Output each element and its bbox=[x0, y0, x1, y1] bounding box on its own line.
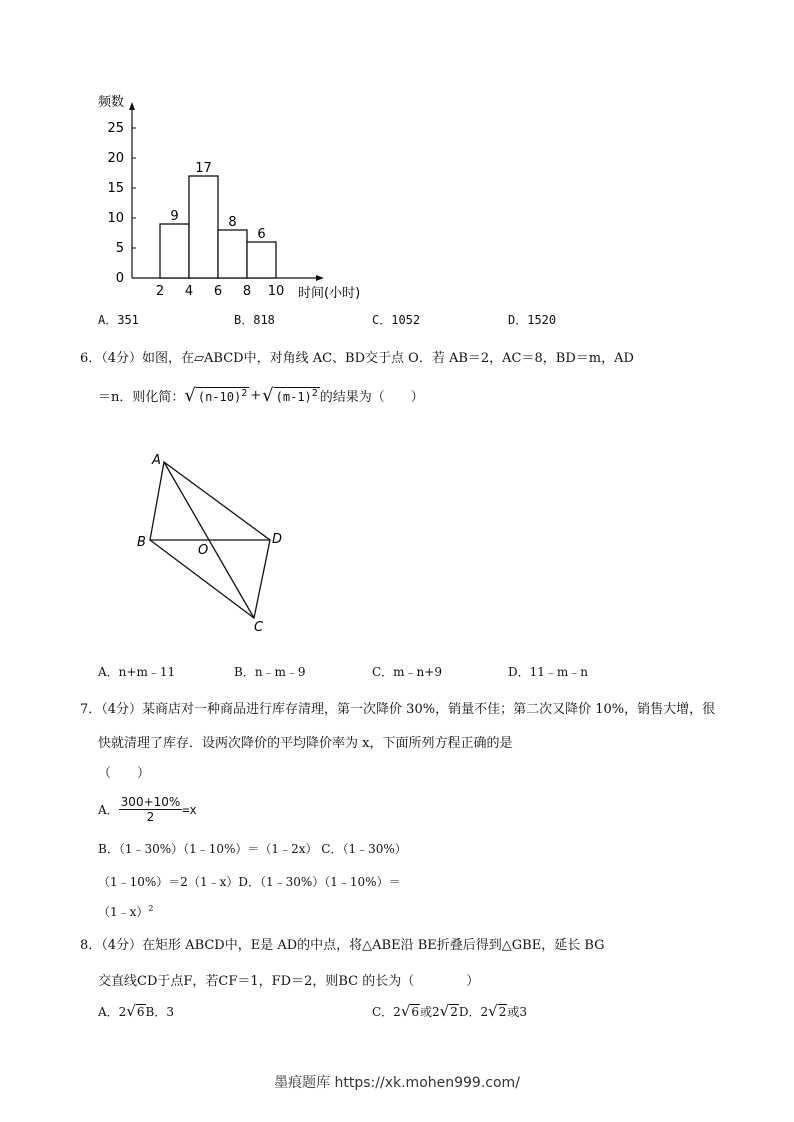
q6-radical-2-body: (m-1) bbox=[275, 390, 312, 404]
q8-option-d-tail: 或3 bbox=[507, 1004, 527, 1019]
q8-option-a-prefix: A．2 bbox=[98, 1004, 127, 1019]
q8-option-d-radicand: 2 bbox=[498, 1004, 507, 1019]
q7-option-d-body: （1﹣x） bbox=[98, 905, 149, 919]
q7-option-b-line[interactable]: B．（1﹣30%）（1﹣10%）＝（1﹣2x） C．（1﹣30%） bbox=[98, 842, 407, 856]
q6-stem-suffix: 的结果为（ ） bbox=[319, 390, 424, 405]
q7-stem-line3: （ ） bbox=[98, 766, 151, 781]
bar-value-label: 6 bbox=[257, 227, 266, 242]
q5-option-b[interactable]: B．818 bbox=[234, 313, 275, 327]
y-tick-label: 20 bbox=[107, 151, 124, 166]
q7-option-d-line[interactable] bbox=[98, 903, 154, 920]
y-tick-label: 15 bbox=[107, 181, 124, 196]
x-axis-label: 时间(小时) bbox=[298, 286, 361, 301]
q8-option-cd[interactable]: C．2 √ 6 或2 √ 2 D．2 √ 2 或3 bbox=[372, 1002, 527, 1020]
label-b: B bbox=[137, 535, 146, 550]
histogram-bar bbox=[160, 224, 189, 278]
histogram-bar bbox=[189, 176, 218, 278]
q6-stem-prefix: ＝n．则化简： bbox=[98, 390, 185, 405]
parallelogram-figure bbox=[130, 448, 290, 638]
bar-value-label: 8 bbox=[228, 215, 237, 230]
bar-value-label: 17 bbox=[195, 161, 212, 176]
q8-option-b: B．3 bbox=[145, 1004, 174, 1019]
label-d: D bbox=[272, 532, 283, 547]
q8-option-d-prefix: D．2 bbox=[458, 1004, 489, 1019]
q6-stem-line2 bbox=[98, 385, 424, 406]
q6-radical-2: √ $(m-1)^2$ bbox=[262, 385, 318, 406]
q7-option-a-denominator: 2 bbox=[146, 810, 155, 824]
x-tick-label: 8 bbox=[242, 284, 252, 299]
q6-radical-1-body: (n-10) bbox=[197, 390, 242, 404]
q6-stem-line1: 6．（4分）如图，在▱ABCD中，对角线 AC、BD交于点 O．若 AB＝2，AC＝8，BD＝m，AD bbox=[80, 351, 634, 366]
histogram-bar bbox=[247, 242, 276, 278]
q6-option-c[interactable]: C．m﹣n+9 bbox=[372, 665, 442, 679]
parallelogram-lines bbox=[150, 462, 270, 618]
x-tick-label: 2 bbox=[155, 284, 165, 299]
q7-option-a-numerator: 300+10% bbox=[120, 795, 181, 809]
y-tick-label: 5 bbox=[115, 241, 124, 256]
q6-radical-2-exp: 2 bbox=[311, 388, 318, 399]
x-tick-label: 4 bbox=[184, 284, 194, 299]
q7-option-d-exp: 2 bbox=[148, 904, 154, 913]
histogram-bar bbox=[218, 230, 247, 278]
y-axis-label: 频数 bbox=[98, 95, 125, 110]
y-tick-label: 10 bbox=[107, 211, 124, 226]
q7-stem-line2: 快就清理了库存．设两次降价的平均降价率为 x，下面所列方程正确的是 bbox=[98, 736, 513, 751]
x-tick-label: 6 bbox=[213, 284, 223, 299]
label-c: C bbox=[254, 620, 264, 635]
x-axis-arrow bbox=[316, 275, 324, 281]
q8-option-c-radicand-1: 6 bbox=[411, 1004, 420, 1019]
q7-option-a[interactable] bbox=[98, 795, 197, 824]
q5-option-a[interactable]: A．351 bbox=[98, 313, 139, 327]
q7-option-a-rhs: =x bbox=[182, 802, 197, 817]
q8-stem-line1: 8．（4分）在矩形 ABCD中，E是 AD的中点，将△ABE沿 BE折叠后得到△GBE，延长 BG bbox=[80, 938, 605, 953]
q5-option-c[interactable]: C．1052 bbox=[372, 313, 421, 327]
q6-plus: + bbox=[250, 388, 262, 403]
histogram-chart bbox=[90, 88, 370, 303]
q7-stem-line1: 7．（4分）某商店对一种商品进行库存清理，第一次降价 30%，销量不佳；第二次又降价 10%，销售大增，很 bbox=[80, 702, 716, 717]
q6-radical-1-exp: 2 bbox=[241, 388, 248, 399]
q8-option-c-radicand-2: 2 bbox=[450, 1004, 458, 1019]
x-tick-label: 10 bbox=[267, 284, 285, 299]
q8-option-ab[interactable]: A．2 √ 6 B．3 bbox=[98, 1002, 174, 1020]
q6-radical-1: √ $(n-10)^2$ bbox=[184, 385, 248, 406]
q6-option-a[interactable]: A．n+m﹣11 bbox=[98, 665, 176, 679]
page-footer[interactable]: 墨痕题库 https://xk.mohen999.com/ bbox=[274, 1075, 520, 1091]
label-a: A bbox=[152, 453, 161, 468]
q8-option-c-mid: 或2 bbox=[420, 1004, 440, 1019]
q8-option-a-radicand: 6 bbox=[136, 1004, 145, 1019]
q7-option-a-label: A． bbox=[98, 803, 119, 817]
q8-option-c-prefix: C．2 bbox=[372, 1004, 401, 1019]
bar-value-label: 9 bbox=[170, 209, 179, 224]
y-axis-arrow bbox=[129, 102, 135, 110]
label-o: O bbox=[198, 543, 209, 558]
q7-option-a-fraction bbox=[119, 795, 183, 824]
q6-option-b[interactable]: B．n﹣m﹣9 bbox=[234, 665, 306, 679]
q7-option-c-line[interactable]: （1﹣10%）＝2（1﹣x）D．（1﹣30%）（1﹣10%）＝ bbox=[98, 875, 401, 889]
y-tick-label: 25 bbox=[107, 121, 124, 136]
q6-option-d[interactable]: D．11﹣m﹣n bbox=[508, 665, 588, 679]
y-tick-label: 0 bbox=[115, 271, 124, 286]
q8-stem-line2: 交直线CD于点F，若CF＝1，FD＝2，则BC 的长为（ ） bbox=[98, 974, 480, 989]
q5-option-d[interactable]: D．1520 bbox=[508, 313, 557, 327]
